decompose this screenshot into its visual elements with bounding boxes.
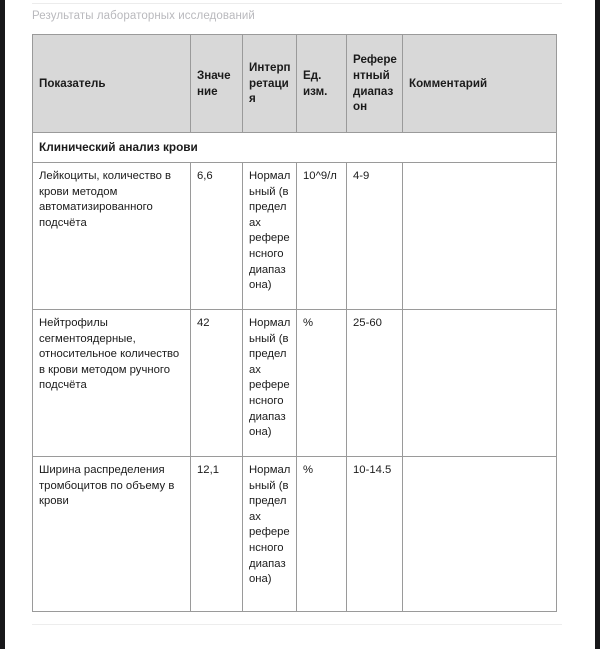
cell-reference-range: 10-14.5 (347, 457, 403, 612)
cell-indicator: Лейкоциты, количество в крови методом автоматизированного подсчёта (33, 163, 191, 310)
cell-unit: % (297, 310, 347, 457)
viewport-edge-left (0, 0, 5, 649)
cell-comment (403, 163, 557, 310)
viewport-edge-right (595, 0, 600, 649)
cell-value: 6,6 (191, 163, 243, 310)
cell-interpretation: Нормальный (в пределах референсного диапазона) (243, 163, 297, 310)
cell-comment (403, 457, 557, 612)
cell-unit: 10^9/л (297, 163, 347, 310)
table-section-row (33, 133, 557, 163)
lab-results-table-container (32, 34, 556, 612)
page-title: Результаты лабораторных исследований (32, 10, 255, 22)
column-header-unit: Ед. изм. (297, 35, 347, 133)
table-row (33, 310, 557, 457)
cell-indicator: Ширина распределения тромбоцитов по объему в крови (33, 457, 191, 612)
table-row (33, 163, 557, 310)
cell-value: 12,1 (191, 457, 243, 612)
section-label-clinical-blood-test: Клинический анализ крови (33, 133, 557, 163)
bottom-divider (32, 624, 562, 625)
column-header-interpretation: Интерпретация (243, 35, 297, 133)
top-divider (32, 3, 562, 4)
column-header-indicator: Показатель (33, 35, 191, 133)
cell-reference-range: 25-60 (347, 310, 403, 457)
cell-interpretation: Нормальный (в пределах референсного диапазона) (243, 457, 297, 612)
table-header-row (33, 35, 557, 133)
column-header-comment: Комментарий (403, 35, 557, 133)
cell-unit: % (297, 457, 347, 612)
cell-indicator: Нейтрофилы сегментоядерные, относительное количество в крови методом ручного подсчёта (33, 310, 191, 457)
cell-reference-range: 4-9 (347, 163, 403, 310)
table-header (33, 35, 557, 133)
cell-interpretation: Нормальный (в пределах референсного диапазона) (243, 310, 297, 457)
table-body (33, 133, 557, 612)
lab-results-table (32, 34, 557, 612)
lab-results-page (5, 0, 595, 649)
cell-comment (403, 310, 557, 457)
cell-value: 42 (191, 310, 243, 457)
column-header-value: Значение (191, 35, 243, 133)
table-row (33, 457, 557, 612)
column-header-reference-range: Референтный диапазон (347, 35, 403, 133)
